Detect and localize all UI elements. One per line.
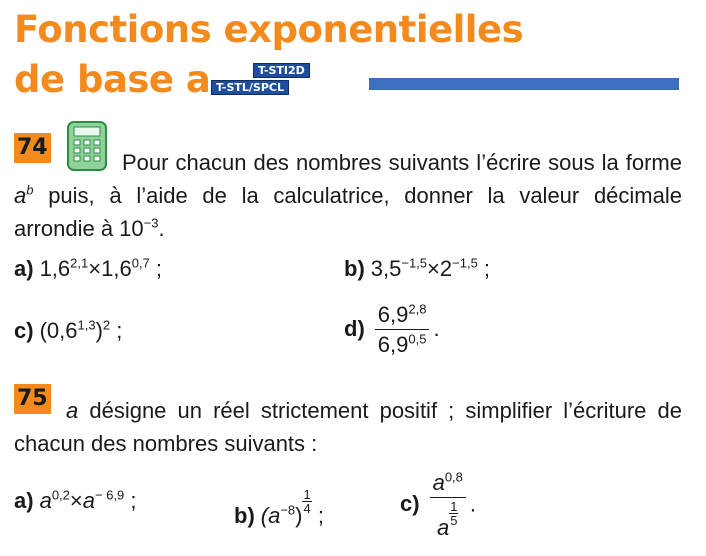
exercise-74-item-a: a) $1,6^{2,1}\times 1,6^{0,7}$ ;: [14, 255, 162, 281]
exercise-number-75: 75: [14, 384, 51, 414]
exercise-75-item-c: c) $a^{0,8}$ a $\frac{1}{5}$ .: [400, 469, 477, 540]
exercise-75-item-a: a) $a^{0,2}\times a^{- 6,9}$ ;: [14, 487, 137, 513]
exercise-75-statement: a désigne un réel strictement positif ; simplifier l’écriture de chacun des nombres suivants :: [14, 398, 682, 456]
series-badge-sti2d: T-STI2D: [253, 63, 310, 78]
exercise-74-item-b: b) $3,5^{-1,5}\times 2^{-1,5}$ ;: [344, 255, 491, 281]
exercise-number-74: 74: [14, 133, 51, 163]
exercise-74-statement: Pour chacun des nombres suivants l’écrire sous la forme $a^b$ puis, à l’aide de la calculatrice, donner la valeur décimale arrondie à $10^{-3}$.: [14, 150, 682, 241]
exercise-74-item-c: c) $(0,6^{1,3})^2$ ;: [14, 317, 123, 343]
series-badge-stl: T-STL/SPCL: [211, 80, 289, 95]
chapter-title-line2: de base a: [14, 58, 211, 101]
header-rule: [369, 78, 679, 90]
exponent-fraction: $\frac{1}{4}$: [303, 487, 311, 516]
chapter-title-line1: Fonctions exponentielles: [14, 8, 524, 51]
exponent-fraction: $\frac{1}{5}$: [450, 499, 458, 528]
exercise-74-item-d: d) $\frac{6,9^{2,8}}{6,9^{0,5}}$ .: [344, 301, 440, 357]
fraction: $a^{0,8}$ a $\frac{1}{5}$: [430, 470, 466, 541]
exercise-75-item-b: b) $(a^{-8})$ $\frac{1}{4}$ ;: [234, 487, 324, 528]
fraction: $\frac{6,9^{2,8}}{6,9^{0,5}}$: [375, 302, 430, 358]
